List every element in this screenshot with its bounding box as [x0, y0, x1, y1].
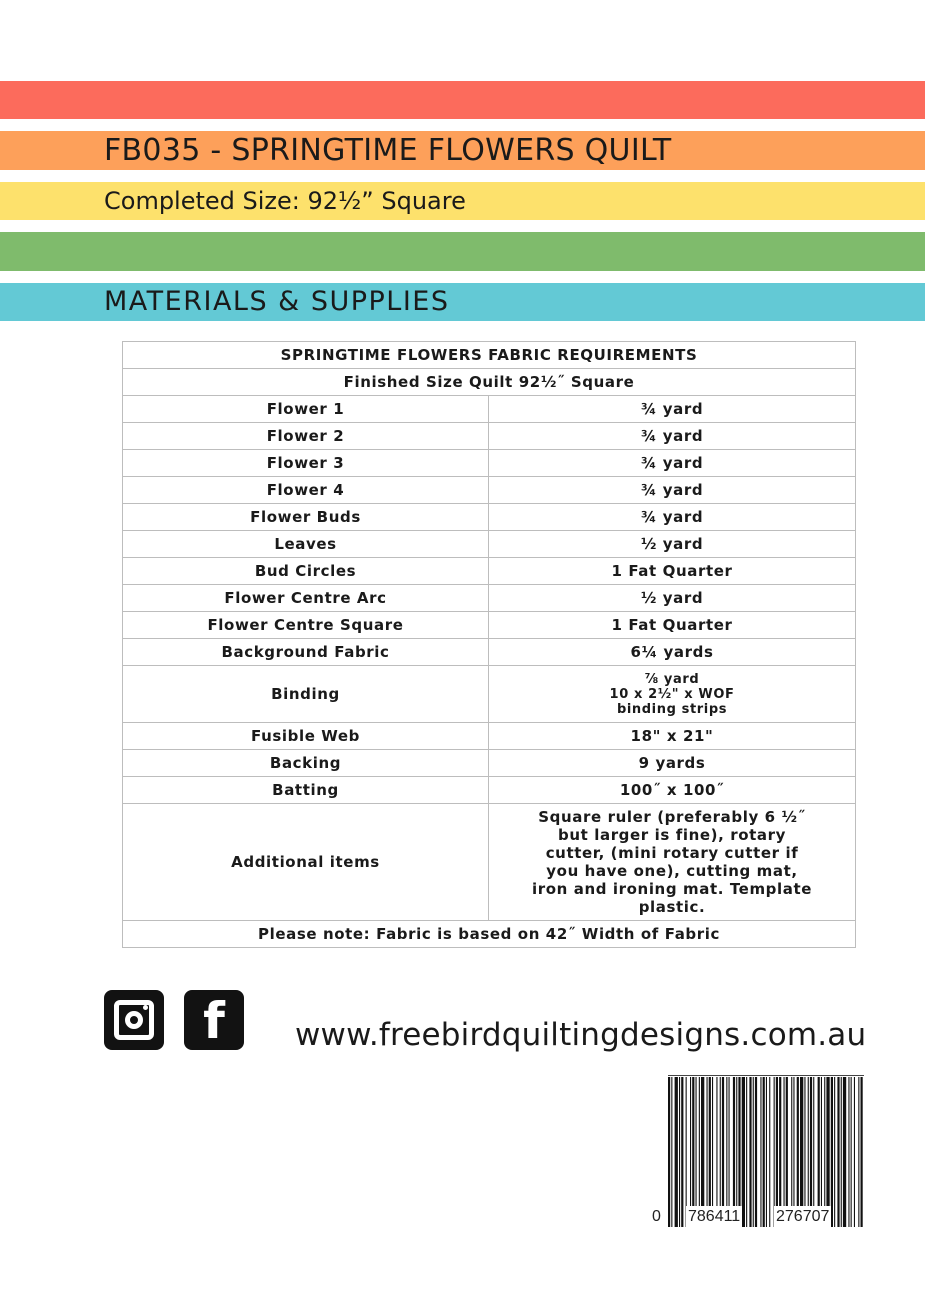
item-amount: 6¼ yards: [489, 639, 856, 666]
table-row: [123, 723, 856, 750]
item-name: Batting: [123, 777, 489, 804]
barcode-bar: [837, 1077, 839, 1227]
amount-line: plastic.: [638, 898, 706, 916]
item-amount: ¾ yard: [489, 423, 856, 450]
item-amount: 100˝ x 100˝: [489, 777, 856, 804]
barcode-bar: [763, 1077, 765, 1227]
barcode-bar: [808, 1077, 809, 1227]
barcode-bar: [736, 1077, 737, 1227]
barcode-bar: [681, 1077, 683, 1227]
barcode-bar: [729, 1077, 730, 1227]
barcode-bar: [675, 1077, 678, 1227]
amount-line: iron and ironing mat. Template: [531, 880, 813, 898]
amount-line: 10 x 2½" x WOF: [609, 686, 735, 702]
table-row: [123, 639, 856, 666]
barcode-bar: [793, 1077, 794, 1227]
barcode-bar: [784, 1077, 785, 1227]
barcode-bar: [738, 1077, 740, 1227]
barcode-bar: [851, 1077, 852, 1227]
table-row: [123, 777, 856, 804]
table-note-row: [123, 921, 856, 948]
item-name: Additional items: [123, 804, 489, 921]
barcode-bar: [858, 1077, 859, 1227]
amount-line: cutter, (mini rotary cutter if: [545, 844, 799, 862]
item-amount: [489, 666, 856, 723]
item-amount: ¾ yard: [489, 450, 856, 477]
barcode-bar: [686, 1077, 687, 1227]
item-amount: ¾ yard: [489, 477, 856, 504]
item-name: Binding: [123, 666, 489, 723]
barcode-bar: [746, 1077, 747, 1227]
item-name: Flower 4: [123, 477, 489, 504]
instagram-icon[interactable]: [104, 990, 164, 1050]
instagram-icon-lens: [125, 1011, 143, 1029]
barcode-bar: [692, 1077, 694, 1227]
barcode-bar: [831, 1077, 833, 1227]
item-amount: ½ yard: [489, 531, 856, 558]
item-name: Flower Buds: [123, 504, 489, 531]
barcode-bar: [834, 1077, 835, 1227]
barcode-bar: [709, 1077, 711, 1227]
barcode-bar: [791, 1077, 792, 1227]
table-subheading-row: [123, 369, 856, 396]
item-name: Backing: [123, 750, 489, 777]
barcode-bar: [854, 1077, 855, 1227]
amount-line: Square ruler (preferably 6 ½˝: [538, 808, 806, 826]
table-row: [123, 750, 856, 777]
barcode: [650, 1075, 866, 1230]
item-name: Leaves: [123, 531, 489, 558]
barcode-bar: [712, 1077, 713, 1227]
stripe-green: [0, 232, 925, 271]
table-row: [123, 804, 856, 921]
barcode-bar: [776, 1077, 778, 1227]
barcode-right-digits: 276707: [774, 1206, 831, 1228]
barcode-bar: [733, 1077, 735, 1227]
barcode-bar: [753, 1077, 754, 1227]
stripe-blue: [0, 283, 925, 321]
barcode-bar: [861, 1077, 863, 1227]
table-subheading: Finished Size Quilt 92½˝ Square: [123, 369, 856, 396]
item-amount: ½ yard: [489, 585, 856, 612]
table-row: [123, 585, 856, 612]
barcode-bar: [720, 1077, 721, 1227]
item-name: Flower 3: [123, 450, 489, 477]
barcode-top-line: [668, 1075, 864, 1076]
barcode-bar: [766, 1077, 767, 1227]
barcode-bar: [679, 1077, 680, 1227]
section-heading: MATERIALS & SUPPLIES: [104, 286, 450, 317]
stripe-yellow: [0, 182, 925, 220]
stripe-orange: [0, 131, 925, 170]
item-name: Fusible Web: [123, 723, 489, 750]
barcode-bar: [701, 1077, 704, 1227]
amount-line: binding strips: [616, 701, 728, 717]
barcode-bars: [668, 1077, 864, 1227]
item-name: Background Fabric: [123, 639, 489, 666]
table-row: [123, 396, 856, 423]
amount-line: but larger is fine), rotary: [558, 826, 786, 844]
table-row: [123, 423, 856, 450]
barcode-bar: [810, 1077, 812, 1227]
barcode-bar: [707, 1077, 708, 1227]
barcode-bar: [824, 1077, 825, 1227]
barcode-bar: [749, 1077, 751, 1227]
barcode-bar: [826, 1077, 829, 1227]
barcode-bar: [726, 1077, 727, 1227]
barcode-bar: [716, 1077, 717, 1227]
barcode-left-digits: 786411: [686, 1206, 742, 1228]
fabric-requirements-table: [122, 341, 856, 948]
completed-size: Completed Size: 92½” Square: [104, 187, 466, 215]
page-title: FB035 - SPRINGTIME FLOWERS QUILT: [104, 133, 672, 168]
table-row: [123, 477, 856, 504]
website-url[interactable]: www.freebirdquiltingdesigns.com.au: [295, 1017, 867, 1053]
barcode-bar: [699, 1077, 700, 1227]
item-amount: 1 Fat Quarter: [489, 558, 856, 585]
barcode-bar: [786, 1077, 788, 1227]
stripe-red: [0, 81, 925, 119]
table-row: [123, 504, 856, 531]
barcode-bar: [760, 1077, 761, 1227]
barcode-bar: [800, 1077, 803, 1227]
item-name: Flower 2: [123, 423, 489, 450]
item-amount: ¾ yard: [489, 396, 856, 423]
barcode-bar: [804, 1077, 805, 1227]
barcode-digits: [650, 1206, 866, 1228]
fabric-note: Please note: Fabric is based on 42˝ Width of Fabric: [123, 921, 856, 948]
item-amount: 18" x 21": [489, 723, 856, 750]
barcode-bar: [722, 1077, 724, 1227]
item-amount: [489, 804, 856, 921]
facebook-icon-glyph: f: [203, 992, 225, 1050]
table-row: [123, 450, 856, 477]
table-row: [123, 666, 856, 723]
item-name: Bud Circles: [123, 558, 489, 585]
facebook-icon[interactable]: [184, 990, 244, 1050]
item-amount: 1 Fat Quarter: [489, 612, 856, 639]
barcode-bar: [690, 1077, 691, 1227]
item-amount: 9 yards: [489, 750, 856, 777]
instagram-icon-dot: [143, 1005, 148, 1010]
barcode-bar: [779, 1077, 781, 1227]
item-amount: ¾ yard: [489, 504, 856, 531]
table-row: [123, 531, 856, 558]
barcode-bar: [813, 1077, 814, 1227]
amount-line: ⅞ yard: [644, 671, 700, 687]
item-name: Flower 1: [123, 396, 489, 423]
barcode-bar: [848, 1077, 849, 1227]
barcode-bar: [742, 1077, 745, 1227]
barcode-bar: [696, 1077, 697, 1227]
table-heading-row: [123, 342, 856, 369]
barcode-bar: [671, 1077, 672, 1227]
barcode-lead-digit: 0: [650, 1206, 663, 1228]
amount-line: you have one), cutting mat,: [546, 862, 798, 880]
barcode-bar: [769, 1077, 770, 1227]
barcode-bar: [818, 1077, 820, 1227]
barcode-bar: [774, 1077, 775, 1227]
barcode-bar: [755, 1077, 757, 1227]
item-name: Flower Centre Arc: [123, 585, 489, 612]
item-name: Flower Centre Square: [123, 612, 489, 639]
table-heading: SPRINGTIME FLOWERS FABRIC REQUIREMENTS: [123, 342, 856, 369]
barcode-bar: [821, 1077, 822, 1227]
table-row: [123, 558, 856, 585]
barcode-bar: [668, 1077, 670, 1227]
table-row: [123, 612, 856, 639]
barcode-bar: [841, 1077, 842, 1227]
barcode-bar: [797, 1077, 799, 1227]
barcode-bar: [843, 1077, 846, 1227]
